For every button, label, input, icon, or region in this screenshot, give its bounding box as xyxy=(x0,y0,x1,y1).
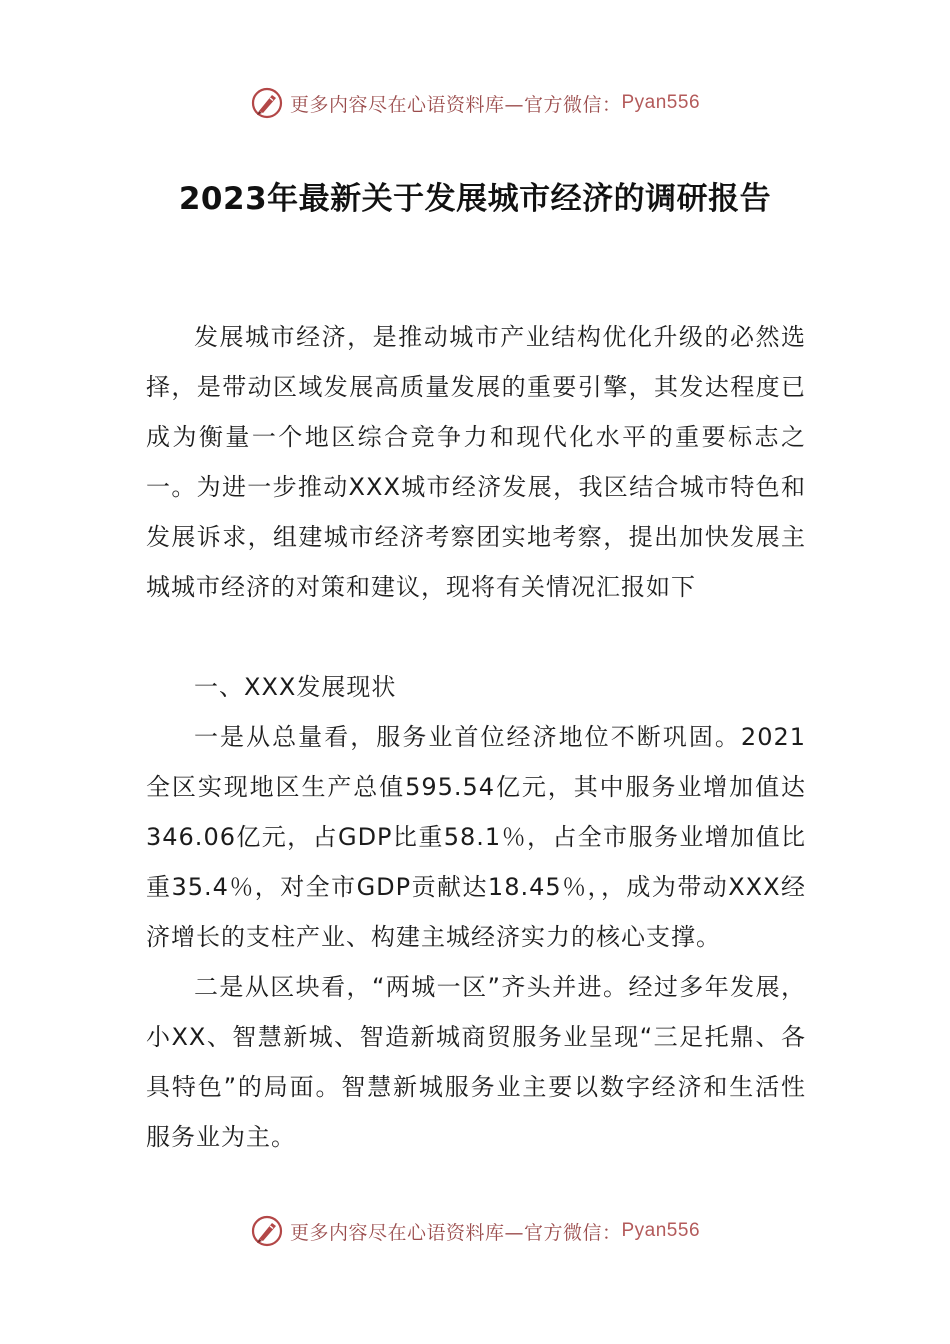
document-body xyxy=(146,312,806,1162)
section-heading: 一、XXX发展现状 xyxy=(194,673,397,701)
paragraph-gap xyxy=(146,612,806,662)
pen-nib-icon xyxy=(250,86,284,120)
banner-text: 更多内容尽在心语资料库—官方微信： xyxy=(289,1221,622,1244)
header-banner xyxy=(0,83,950,123)
document-title: 2023年最新关于发展城市经济的调研报告 xyxy=(178,181,772,217)
pen-nib-icon xyxy=(250,1214,284,1248)
banner-wechat-id: Pyan556 xyxy=(621,92,701,113)
banner-text: 更多内容尽在心语资料库—官方微信： xyxy=(289,93,622,116)
banner-wechat-id: Pyan556 xyxy=(621,1220,701,1241)
footer-banner xyxy=(0,1211,950,1251)
paragraph-district-blocks: 二是从区块看，“两城一区”齐头并进。经过多年发展，小XX、智慧新城、智造新城商贸服务业呈现“三足托鼎、各具特色”的局面。智慧新城服务业主要以数字经济和生活性服务业为主。 xyxy=(146,973,806,1151)
paragraph-total-volume: 一是从总量看，服务业首位经济地位不断巩固。2021全区实现地区生产总值595.54亿元，其中服务业增加值达346.06亿元，占GDP比重58.1％，占全市服务业增加值比重35.4％，对全市GDP贡献达18.45％，，成为带动XXX经济增长的支柱产业、构建主城经济实力的核心支撑。 xyxy=(146,723,806,951)
intro-paragraph: 发展城市经济，是推动城市产业结构优化升级的必然选择，是带动区域发展高质量发展的重要引擎，其发达程度已成为衡量一个地区综合竞争力和现代化水平的重要标志之一。为进一步推动XXX城市经济发展，我区结合城市特色和发展诉求，组建城市经济考察团实地考察，提出加快发展主城城市经济的对策和建议，现将有关情况汇报如下 xyxy=(146,323,806,601)
